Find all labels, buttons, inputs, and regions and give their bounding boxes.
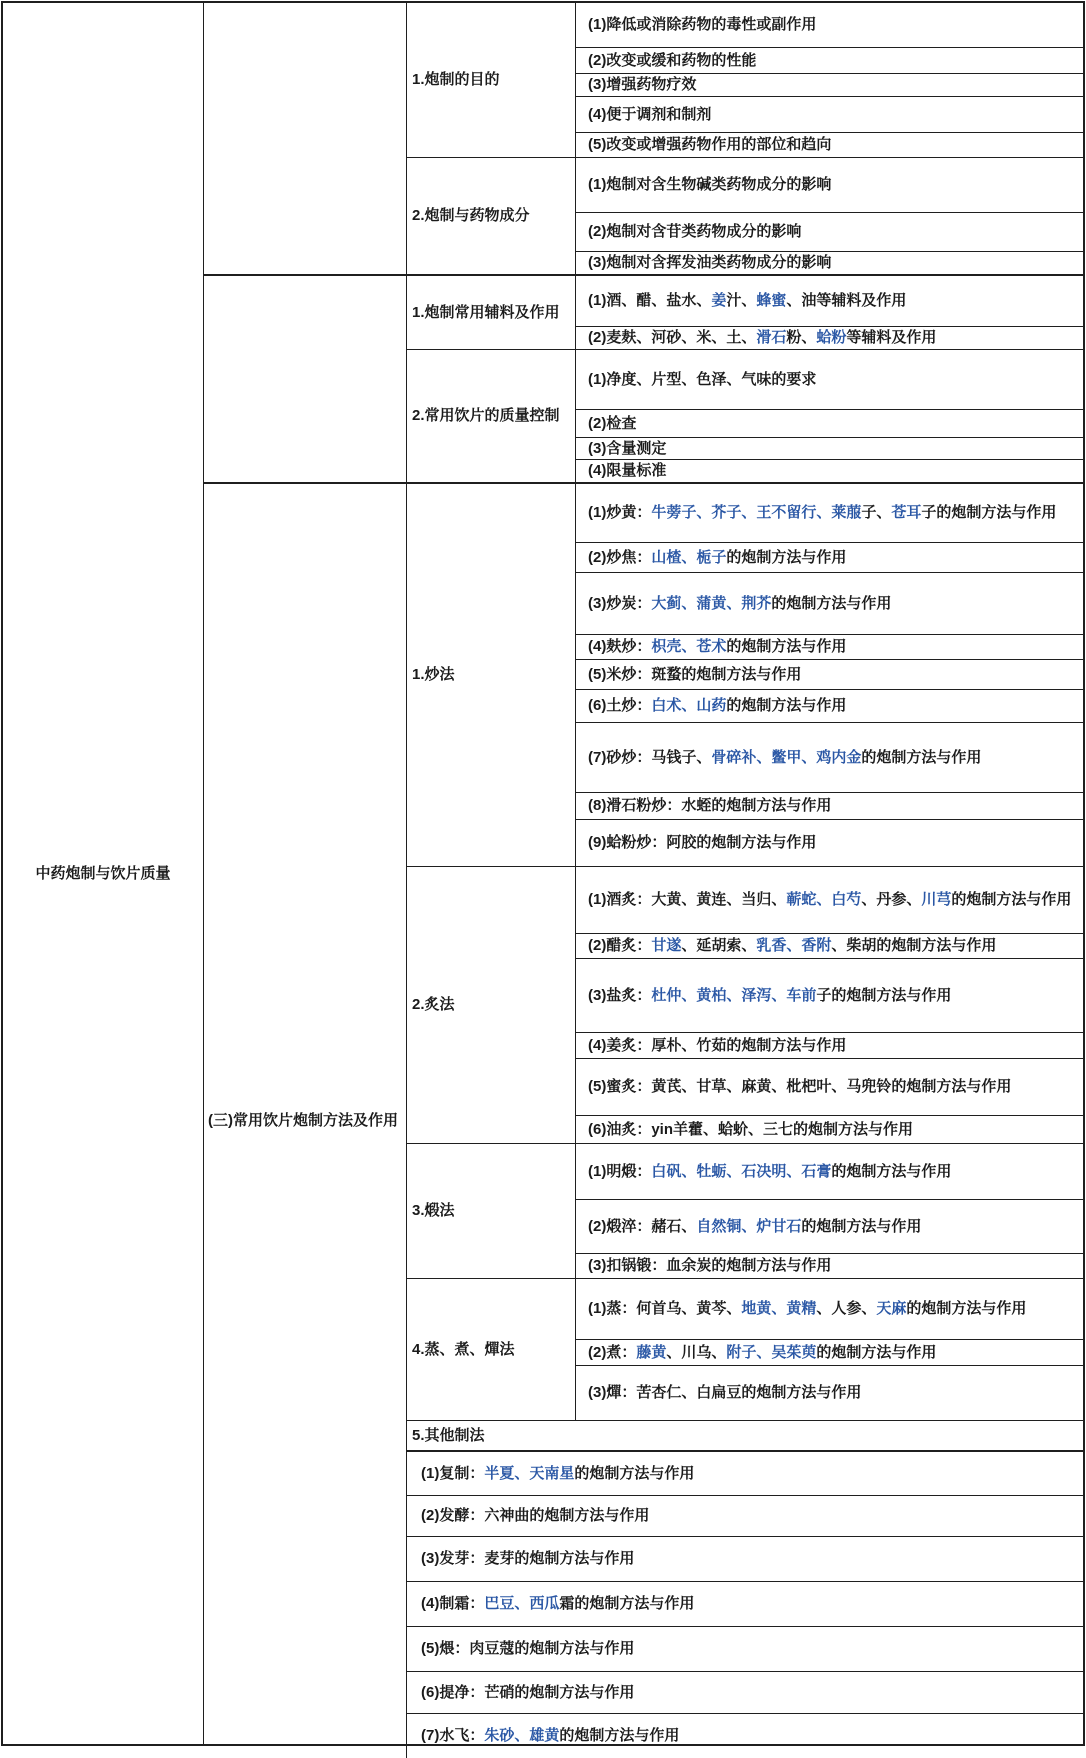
table-body <box>204 3 1083 1744</box>
processing-methods-table <box>1 1 1085 1746</box>
detail-row: (2)改变或缓和药物的性能 <box>576 47 1083 73</box>
detail-row: (3)炮制对含挥发油类药物成分的影响 <box>576 251 1083 274</box>
detail-row: (2)检查 <box>576 409 1083 437</box>
section-row <box>407 157 1083 274</box>
section-label: 2.常用饮片的质量控制 <box>412 407 560 425</box>
detail-row: (6)提净：芒硝的炮制方法与作用 <box>407 1671 1083 1713</box>
root-category-cell <box>3 3 204 1744</box>
detail-row: (5)煨：肉豆蔻的炮制方法与作用 <box>407 1626 1083 1671</box>
section-label-cell <box>407 276 576 349</box>
detail-row: (1)明煅： 白矾、牡蛎、石决明、石膏 的炮制方法与作用 <box>588 1162 952 1180</box>
section-label-cell <box>407 867 576 1143</box>
detail-row: (1)炮制对含生物碱类药物成分的影响 <box>588 176 832 194</box>
detail-row: (2)发酵：六神曲的炮制方法与作用 <box>407 1495 1083 1536</box>
detail-row: (2)炮制对含苷类药物成分的影响 <box>576 212 1083 251</box>
detail-row: (3)炒炭： 大蓟、蒲黄、荆芥 的炮制方法与作用 <box>576 572 1083 634</box>
section-row <box>407 349 1083 482</box>
detail-row: (9)蛤粉炒：阿胶的炮制方法与作用 <box>576 819 1083 866</box>
section-row <box>407 1143 1083 1278</box>
section-label-cell <box>407 484 576 866</box>
section-label: 1.炒法 <box>412 666 455 684</box>
section-row <box>407 3 1083 157</box>
section-row <box>407 866 1083 1143</box>
detail-row: (1)酒炙：大黄、黄连、当归、 蕲蛇、白芍 、丹参、 川芎 的炮制方法与作用 <box>588 891 1072 909</box>
detail-row: (1)炒黄： 牛蒡子、芥子、王不留行、莱菔 子、 苍耳 子的炮制方法与作用 <box>588 504 1057 522</box>
group-label-cell <box>204 3 407 274</box>
detail-row: (2)醋炙： 甘遂 、延胡索、 乳香、香附 、柴胡的炮制方法与作用 <box>576 933 1083 958</box>
group-label: (三)常用饮片炮制方法及作用 <box>208 1112 398 1130</box>
detail-row: (7)水飞： 朱砂、雄黄 的炮制方法与作用 <box>407 1713 1083 1758</box>
detail-row: (3)燀：苦杏仁、白扁豆的炮制方法与作用 <box>576 1365 1083 1420</box>
detail-row: (5)米炒：斑蝥的炮制方法与作用 <box>576 659 1083 689</box>
section-label: 2.炙法 <box>412 996 455 1014</box>
detail-row: (1)酒、醋、盐水、 姜 汁、 蜂蜜 、油等辅料及作用 <box>588 292 907 310</box>
section-label: 1.炮制的目的 <box>412 71 500 89</box>
root-category-label: 中药炮制与饮片质量 <box>35 864 171 882</box>
detail-row: (3)含量测定 <box>576 437 1083 459</box>
detail-row: (7)砂炒：马钱子、 骨碎补、鳖甲、鸡内金 的炮制方法与作用 <box>576 722 1083 792</box>
other-methods-section <box>407 1420 1083 1758</box>
detail-row: (2)煅淬：赭石、 自然铜、炉甘石 的炮制方法与作用 <box>576 1199 1083 1253</box>
section-row <box>407 276 1083 349</box>
section-label-cell <box>407 158 576 274</box>
detail-row: (5)蜜炙：黄芪、甘草、麻黄、枇杷叶、马兜铃的炮制方法与作用 <box>576 1058 1083 1115</box>
group-row <box>204 482 1083 1758</box>
detail-row: (6)土炒： 白术、山药 的炮制方法与作用 <box>576 689 1083 722</box>
detail-row: (3)扣锅锻：血余炭的炮制方法与作用 <box>576 1253 1083 1278</box>
detail-row: (3)发芽：麦芽的炮制方法与作用 <box>407 1536 1083 1581</box>
detail-row: (3)增强药物疗效 <box>576 73 1083 96</box>
section-label-cell <box>407 350 576 482</box>
detail-row: (4)姜炙：厚朴、竹茹的炮制方法与作用 <box>576 1032 1083 1058</box>
group-row <box>204 3 1083 274</box>
detail-row: (4)麸炒： 枳壳、苍术 的炮制方法与作用 <box>576 634 1083 659</box>
section-label: 1.炮制常用辅料及作用 <box>412 303 560 321</box>
detail-row: (3)盐炙： 杜仲、黄柏、泽泻、车前 子的炮制方法与作用 <box>576 958 1083 1032</box>
section-row <box>407 1278 1083 1420</box>
detail-row: (5)改变或增强药物作用的部位和趋向 <box>576 132 1083 157</box>
detail-row: (6)油炙：yin羊藿、蛤蚧、三七的炮制方法与作用 <box>576 1115 1083 1143</box>
group-row <box>204 274 1083 482</box>
group-label-cell <box>204 484 407 1758</box>
detail-row: (4)便于调剂和制剂 <box>576 96 1083 132</box>
detail-row: (2)麦麸、河砂、米、土、 滑石 粉、 蛤粉 等辅料及作用 <box>576 326 1083 349</box>
group-label-cell <box>204 276 407 482</box>
section-label: 4.蒸、煮、燀法 <box>412 1340 515 1358</box>
section-label: 2.炮制与药物成分 <box>412 207 530 225</box>
section-label: 3.煅法 <box>412 1202 455 1220</box>
detail-row: (4)制霜： 巴豆、西瓜 霜的炮制方法与作用 <box>407 1581 1083 1626</box>
detail-row: (2)炒焦： 山楂、栀子 的炮制方法与作用 <box>576 542 1083 572</box>
other-methods-header: 5.其他制法 <box>407 1421 1083 1451</box>
detail-row: (1)蒸：何首乌、黄芩、 地黄、黄精 、人参、 天麻 的炮制方法与作用 <box>588 1300 1027 1318</box>
section-label-cell <box>407 1279 576 1420</box>
detail-row: (1)净度、片型、色泽、气味的要求 <box>588 370 817 388</box>
section-row <box>407 484 1083 866</box>
detail-row: (2)煮： 藤黄 、川乌、 附子、吴茱萸 的炮制方法与作用 <box>576 1339 1083 1365</box>
section-label-cell <box>407 1144 576 1278</box>
detail-row: (4)限量标准 <box>576 459 1083 482</box>
section-label-cell <box>407 3 576 157</box>
detail-row: (8)滑石粉炒：水蛭的炮制方法与作用 <box>576 792 1083 819</box>
detail-row: (1)降低或消除药物的毒性或副作用 <box>588 16 817 34</box>
detail-row: (1)复制： 半夏、天南星 的炮制方法与作用 <box>407 1451 1083 1495</box>
